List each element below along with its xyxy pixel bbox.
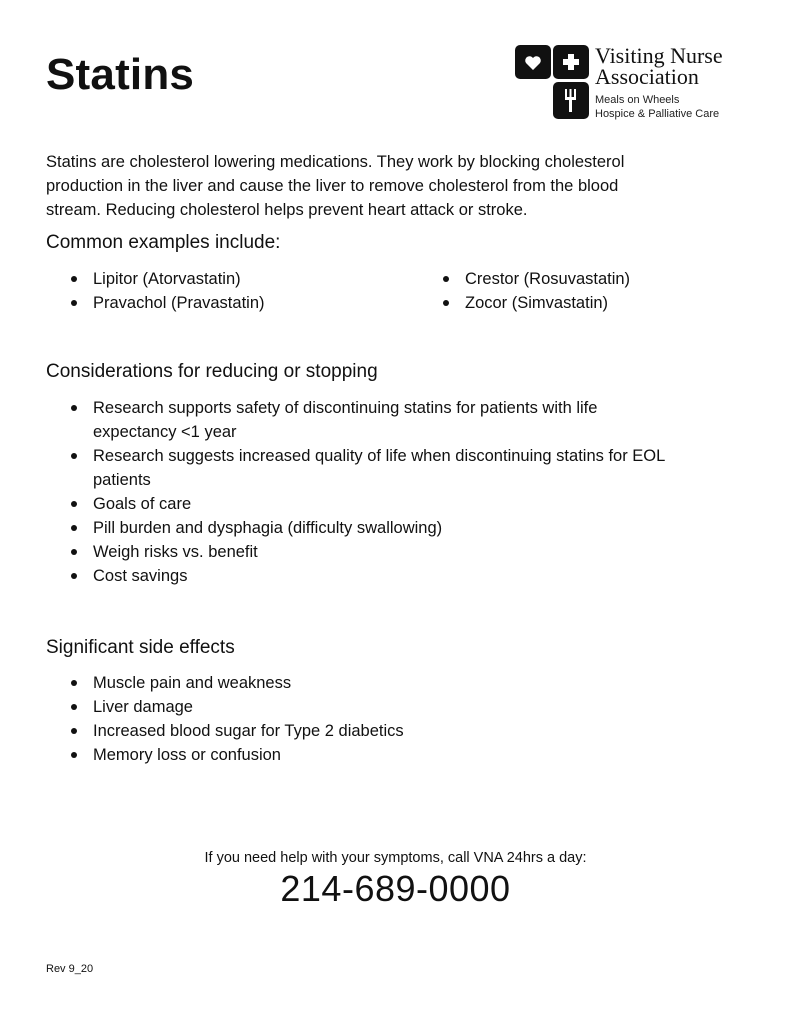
list-item — [46, 396, 746, 444]
phone-number: 214-689-0000 — [280, 868, 511, 909]
list-item: Increased blood sugar for Type 2 diabetics — [46, 719, 746, 743]
considerations-heading: Considerations for reducing or stopping — [46, 361, 378, 382]
list-item: Cost savings — [46, 564, 746, 588]
list-item: Goals of care — [46, 492, 746, 516]
logo-org-name — [595, 45, 723, 87]
intro-line: production in the liver and cause the liver to remove cholesterol from the blood — [46, 177, 619, 195]
side-effects-list — [46, 671, 746, 767]
list-item-line: Research supports safety of discontinuing statins for patients with life — [93, 399, 598, 417]
examples-heading: Common examples include: — [46, 232, 281, 253]
logo-sub-line1: Meals on Wheels — [595, 94, 680, 106]
list-item: Lipitor (Atorvastatin) — [93, 267, 265, 291]
list-item — [46, 444, 746, 492]
list-item: Pill burden and dysphagia (difficulty swallowing) — [46, 516, 746, 540]
vna-logo-mark — [515, 45, 589, 119]
list-item: Liver damage — [46, 695, 746, 719]
side-effects-heading: Significant side effects — [46, 637, 235, 658]
logo-name-line1: Visiting Nurse — [595, 43, 723, 68]
list-item: Memory loss or confusion — [46, 743, 746, 767]
list-item: Zocor (Simvastatin) — [465, 291, 630, 315]
logo-services — [595, 93, 719, 121]
examples-list-left — [93, 267, 265, 315]
logo-name-line2: Association — [595, 64, 699, 89]
page-title: Statins — [46, 50, 195, 99]
list-item-line: patients — [93, 471, 151, 489]
list-item-line: expectancy <1 year — [93, 423, 237, 441]
logo-sub-line2: Hospice & Palliative Care — [595, 108, 720, 120]
considerations-list — [46, 396, 746, 588]
list-item: Weigh risks vs. benefit — [46, 540, 746, 564]
list-item: Crestor (Rosuvastatin) — [465, 267, 630, 291]
list-item: Pravachol (Pravastatin) — [93, 291, 265, 315]
revision-label: Rev 9_20 — [46, 963, 94, 975]
vna-logo — [515, 45, 755, 125]
help-text: If you need help with your symptoms, call VNA 24hrs a day: — [204, 850, 587, 866]
intro-paragraph — [46, 150, 746, 222]
intro-line: stream. Reducing cholesterol helps prevent heart attack or stroke. — [46, 201, 528, 219]
intro-line: Statins are cholesterol lowering medications. They work by blocking cholesterol — [46, 153, 625, 171]
examples-list-right — [465, 267, 630, 315]
list-item: Muscle pain and weakness — [46, 671, 746, 695]
list-item-line: Research suggests increased quality of life when discontinuing statins for EOL — [93, 447, 666, 465]
